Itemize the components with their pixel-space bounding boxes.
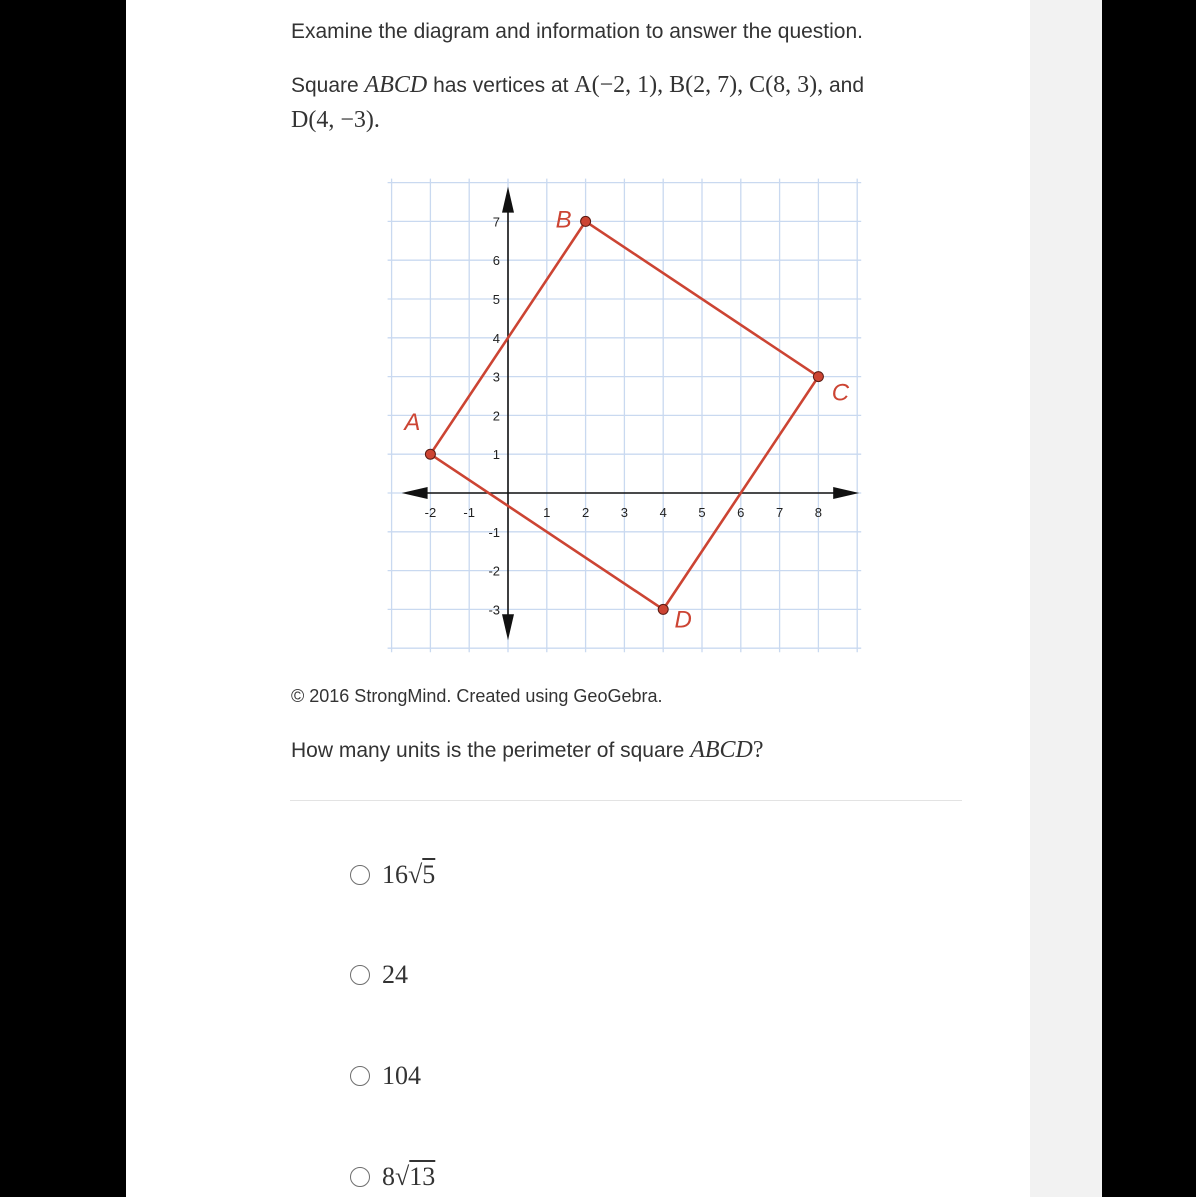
answer-option-3[interactable] [350,1061,421,1091]
option-coefficient: 16 [382,860,408,889]
axes [402,187,860,641]
y-tick-label: -2 [488,563,500,579]
option-label [382,1162,435,1192]
vertex-label-d: D [674,606,692,634]
question-shape-name: ABCD [690,737,753,763]
info-and: and [823,74,865,97]
answer-option-4[interactable] [350,1162,435,1192]
radio-button[interactable] [350,1066,370,1086]
info-shape-name: ABCD [364,72,428,98]
radio-button[interactable] [350,1167,370,1187]
question-post: ? [752,737,764,763]
radicand: 5 [422,860,436,889]
info-pre: Square [291,74,365,97]
y-tick-label: 3 [492,369,500,385]
x-tick-label: 4 [659,505,667,520]
option-label: 104 [382,1061,421,1090]
vertex-info-line-2 [291,107,380,134]
radical-sign: √ [408,860,423,889]
x-tick-label: 8 [814,505,823,520]
question-pre: How many units is the perimeter of square [291,739,691,762]
x-tick-label: -2 [424,505,437,520]
x-tick-label: 3 [620,505,629,520]
coordinate-plane-diagram [380,175,870,660]
radical-sign: √ [395,1162,410,1191]
vertex-label-b: B [555,206,572,234]
instruction-text: Examine the diagram and information to answer the question. [291,20,863,43]
x-axis-arrow-left [402,487,428,499]
x-tick-label: 2 [581,505,590,520]
option-label: 24 [382,960,408,989]
x-tick-label: 5 [698,505,706,520]
divider [290,800,962,801]
image-credit: © 2016 StrongMind. Created using GeoGebra. [291,686,663,706]
vertex-info-line-1 [291,72,864,99]
info-vertices-math: A(−2, 1), B(2, 7), C(8, 3), [574,72,824,98]
vertex-point-a [425,449,435,459]
y-tick-label: 7 [492,214,500,230]
y-tick-label: -3 [488,602,500,618]
vertex-label-c: C [831,379,850,407]
answer-option-1[interactable] [350,860,435,890]
option-label [382,860,435,890]
y-tick-label: 6 [492,253,500,269]
vertex-point-c [813,372,823,382]
y-tick-label: -1 [488,524,500,540]
x-tick-label: 7 [775,505,784,520]
y-tick-label: 5 [492,292,500,307]
x-tick-label: 6 [737,505,745,520]
vertex-label-a: A [404,409,421,437]
right-gutter [1030,0,1102,1197]
question-text [291,737,764,764]
info-vertex-d: D(4, −3). [291,107,380,133]
x-tick-label: 1 [543,505,551,520]
grid-lines [388,179,862,653]
option-coefficient: 8 [382,1162,395,1191]
vertex-point-b [581,216,591,226]
answer-option-2[interactable] [350,960,408,990]
radio-button[interactable] [350,965,370,985]
y-tick-label: 1 [492,447,500,463]
radio-button[interactable] [350,865,370,885]
info-mid: has vertices at [427,74,575,97]
x-axis-arrow-right [833,487,859,499]
y-axis-arrow-up [502,187,514,213]
vertex-point-d [658,604,668,614]
y-axis-arrow-down [502,614,514,640]
x-tick-label: -1 [463,505,475,520]
y-tick-label: 4 [492,330,500,346]
y-tick-label: 2 [492,408,500,424]
radicand: 13 [409,1162,436,1191]
